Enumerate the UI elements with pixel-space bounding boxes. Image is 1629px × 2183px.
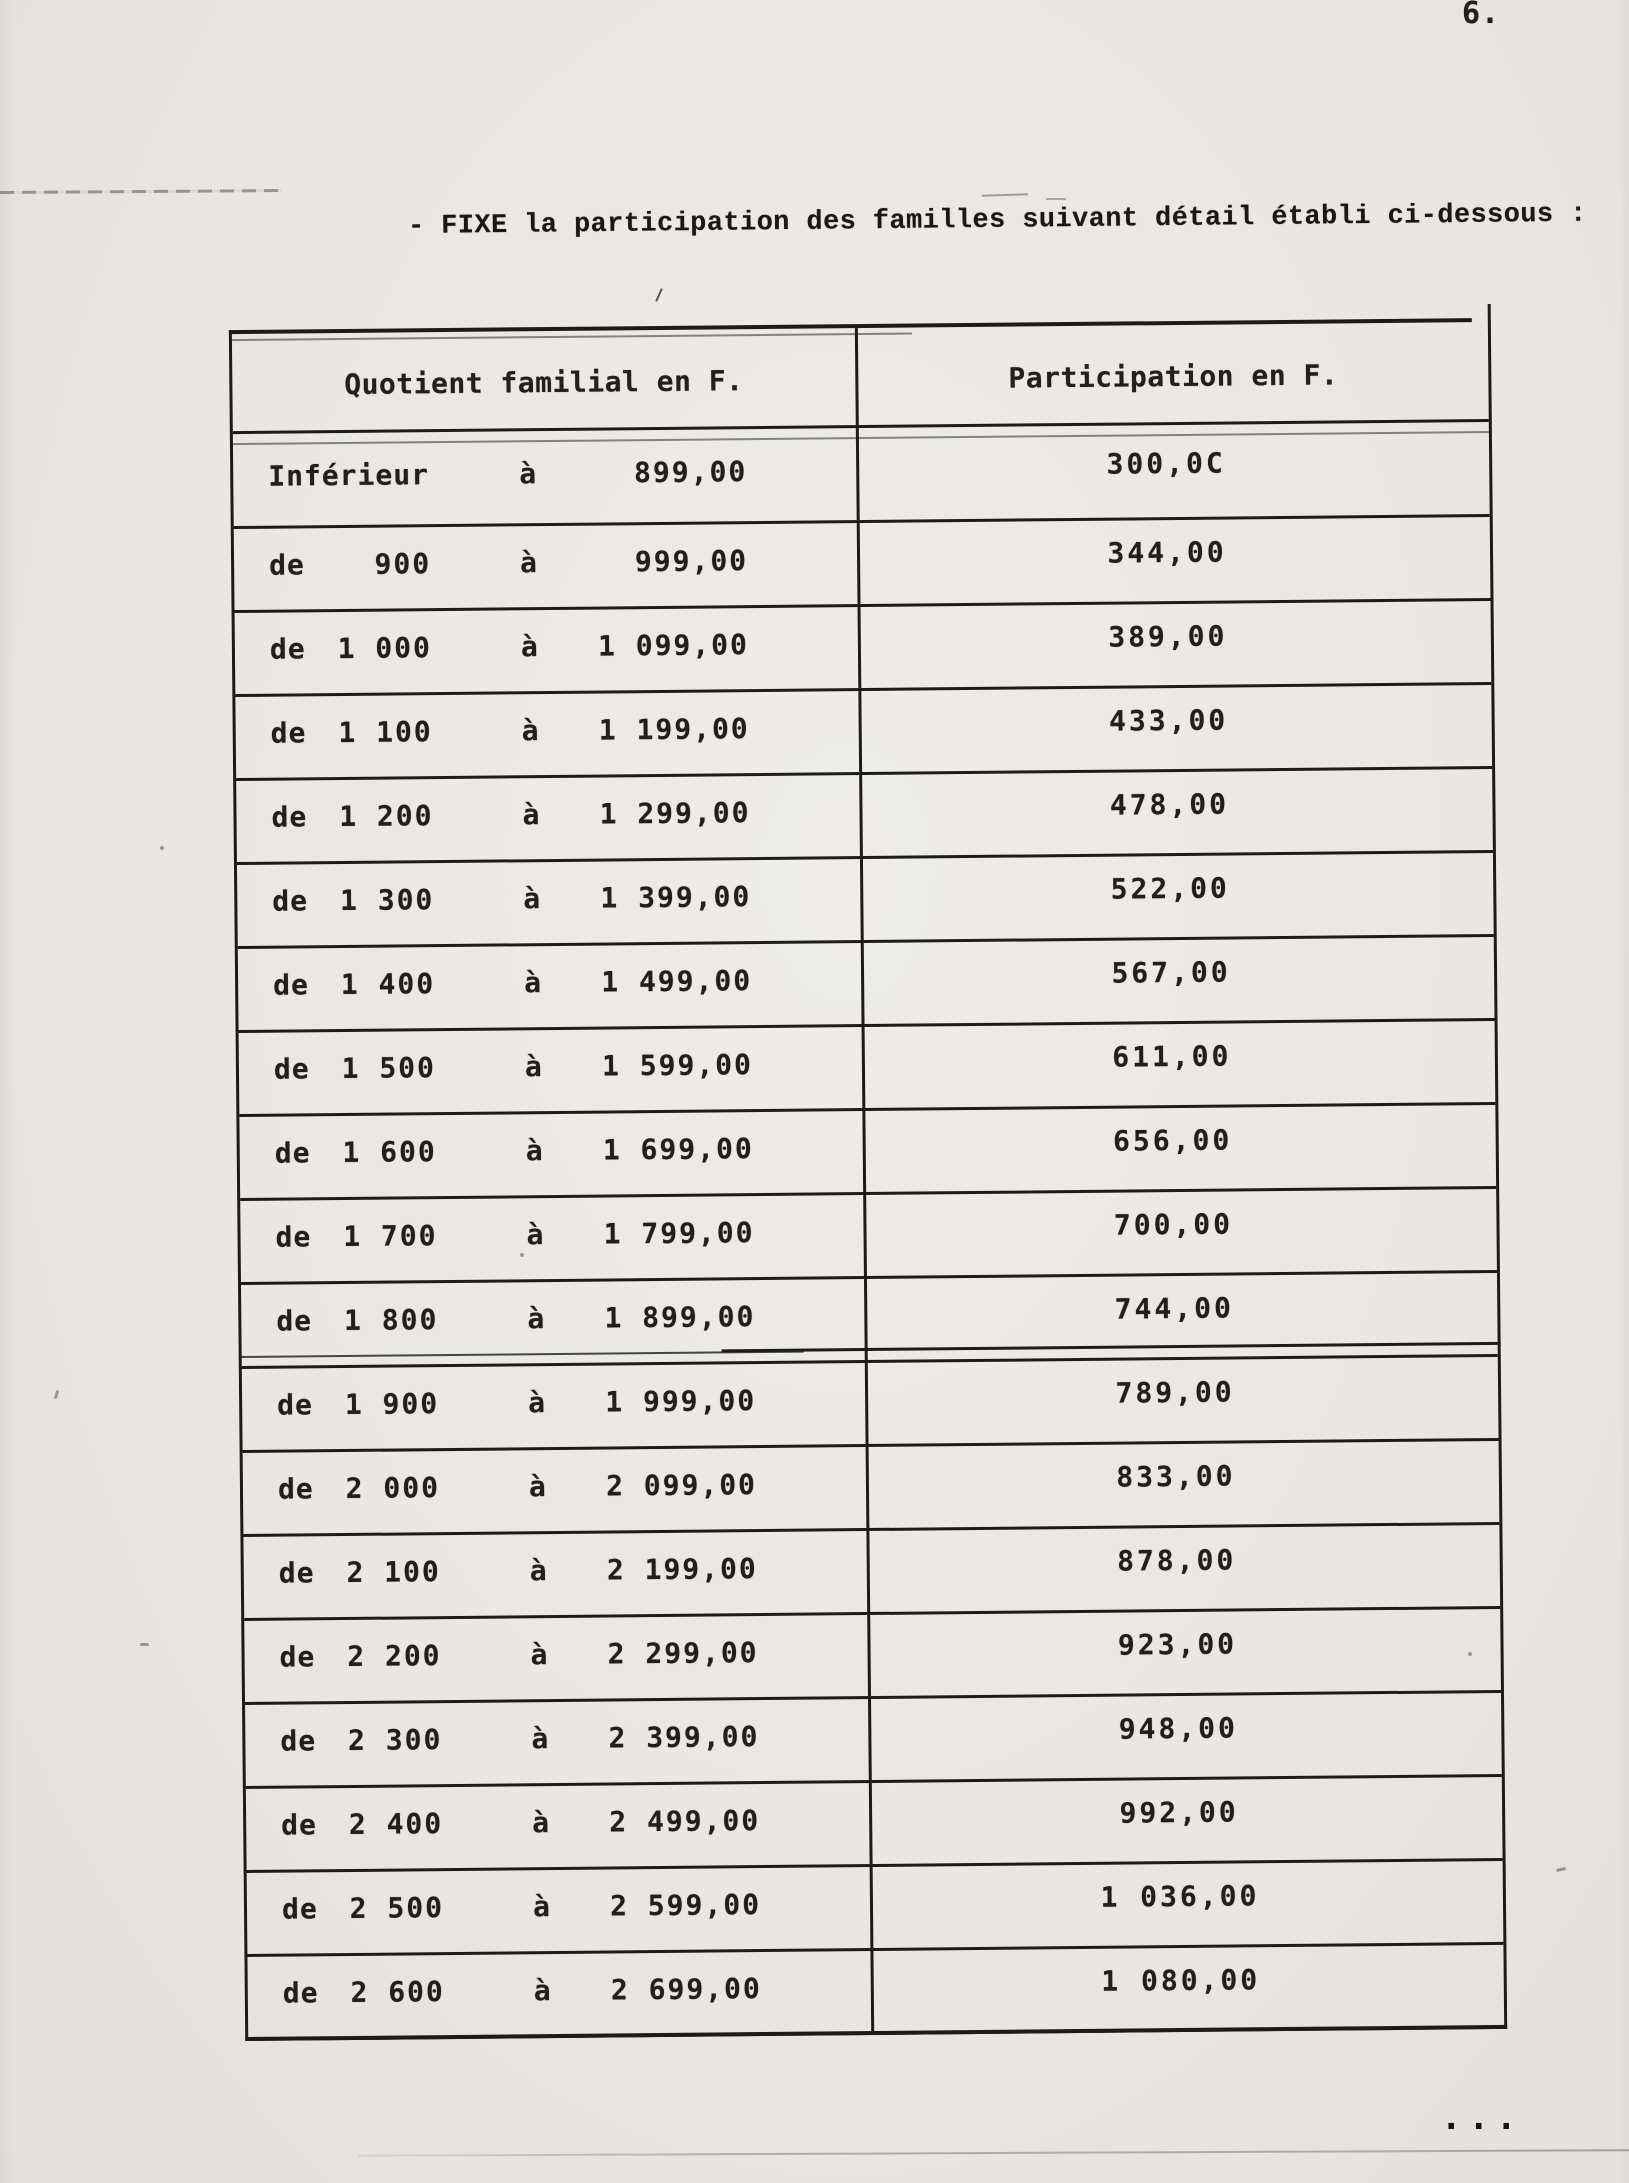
table-row	[236, 769, 1493, 865]
row-participation: 1 036,00	[1100, 1879, 1260, 1914]
row-a-label: à	[529, 1554, 547, 1588]
participation-table	[229, 312, 1507, 2041]
row-a-label: à	[530, 1638, 548, 1672]
quotient-cell	[234, 523, 861, 610]
participation-cell	[873, 1945, 1504, 2032]
column-header-participation: Participation en F.	[1008, 358, 1339, 395]
table-body	[233, 422, 1504, 2041]
participation-cell	[864, 937, 1495, 1024]
table-row	[242, 1357, 1499, 1453]
row-prefix: de	[281, 1892, 318, 1926]
row-prefix: de	[277, 1388, 314, 1422]
participation-cell	[866, 1189, 1497, 1276]
row-to: 2 699,00	[610, 1972, 762, 2007]
row-participation: 433,00	[1108, 703, 1229, 738]
row-a-label: à	[527, 1302, 545, 1336]
table-row	[234, 517, 1491, 613]
row-participation: 656,00	[1112, 1123, 1233, 1158]
row-participation: 478,00	[1109, 787, 1230, 822]
participation-cell	[865, 1021, 1496, 1108]
row-prefix: de	[269, 632, 306, 666]
row-to: 1 599,00	[601, 1048, 754, 1083]
row-participation: 700,00	[1113, 1207, 1234, 1242]
row-a-label: à	[525, 1134, 543, 1168]
row-to: 1 399,00	[600, 880, 752, 915]
scan-artifact-dash	[982, 193, 1028, 197]
row-from: 1 100	[338, 715, 433, 750]
row-prefix: de	[272, 884, 309, 918]
row-to: 1 699,00	[602, 1132, 754, 1167]
row-participation: 389,00	[1108, 619, 1228, 654]
row-participation: 611,00	[1112, 1039, 1232, 1074]
quotient-cell	[236, 775, 863, 862]
row-to: 999,00	[634, 544, 749, 579]
row-to: 1 999,00	[605, 1384, 757, 1419]
row-prefix: de	[272, 968, 310, 1002]
table-row	[243, 1441, 1500, 1537]
quotient-cell	[243, 1447, 870, 1534]
row-participation: 948,00	[1118, 1711, 1239, 1746]
row-a-label: à	[531, 1722, 549, 1756]
row-from: 2 400	[348, 1807, 444, 1842]
row-participation: 344,00	[1107, 535, 1227, 570]
quotient-cell	[247, 1951, 874, 2038]
row-from: 1 200	[339, 799, 434, 834]
table-row	[240, 1189, 1497, 1285]
row-from: 1 300	[339, 883, 435, 918]
quotient-cell	[243, 1531, 870, 1618]
scan-artifact-dash	[1046, 198, 1066, 200]
row-to: 2 099,00	[605, 1468, 758, 1503]
page-number: 6.	[1462, 0, 1501, 31]
participation-cell	[871, 1693, 1502, 1780]
quotient-cell	[240, 1195, 867, 1282]
row-to: 1 199,00	[598, 712, 750, 747]
row-a-label: à	[532, 1890, 551, 1924]
table-row	[233, 422, 1490, 529]
participation-cell	[870, 1609, 1501, 1696]
table-row	[243, 1525, 1500, 1621]
participation-cell	[872, 1777, 1503, 1864]
row-prefix: de	[281, 1808, 318, 1842]
row-participation: 789,00	[1115, 1375, 1235, 1410]
row-prefix: de	[268, 548, 305, 582]
row-to: 1 099,00	[597, 628, 750, 663]
row-a-label: à	[520, 630, 538, 664]
table-row	[235, 601, 1492, 697]
scan-artifact-scratch	[0, 189, 282, 194]
row-to: 2 599,00	[609, 1888, 762, 1923]
quotient-cell	[239, 1027, 866, 1114]
row-a-label: à	[519, 546, 538, 580]
row-participation: 992,00	[1119, 1795, 1239, 1830]
participation-cell	[859, 422, 1490, 520]
row-participation: 1 080,00	[1101, 1963, 1261, 1998]
row-from: 2 000	[345, 1471, 441, 1506]
row-from: 1 900	[344, 1387, 440, 1422]
row-to: 899,00	[633, 455, 748, 490]
row-participation: 744,00	[1114, 1291, 1235, 1326]
row-prefix: de	[282, 1976, 319, 2010]
row-participation: 567,00	[1111, 955, 1231, 990]
scan-speck	[54, 1390, 60, 1399]
row-prefix: de	[277, 1472, 314, 1506]
row-participation: 833,00	[1116, 1459, 1236, 1494]
row-participation: 522,00	[1110, 871, 1230, 906]
row-prefix: de	[278, 1556, 315, 1590]
row-prefix: de	[279, 1640, 316, 1674]
quotient-cell	[239, 1111, 866, 1198]
table-row	[239, 1021, 1496, 1117]
row-participation: 923,00	[1117, 1627, 1238, 1662]
participation-cell	[873, 1861, 1504, 1948]
row-a-label: à	[519, 457, 537, 491]
scan-speck	[140, 1643, 149, 1646]
row-a-label: à	[527, 1386, 546, 1420]
quotient-cell	[244, 1615, 871, 1702]
row-prefix: de	[271, 800, 308, 834]
row-prefix: de	[270, 716, 307, 750]
row-to: 1 899,00	[604, 1300, 756, 1335]
participation-cell	[869, 1441, 1500, 1528]
table-content	[232, 322, 1504, 2041]
row-to: 2 199,00	[606, 1552, 758, 1587]
row-prefix: de	[273, 1052, 310, 1086]
continuation-dots: ...	[1441, 2098, 1524, 2138]
scan-speck	[160, 846, 164, 850]
row-a-label: à	[532, 1806, 550, 1840]
row-to: 1 799,00	[603, 1216, 755, 1251]
row-to: 2 499,00	[609, 1804, 761, 1839]
row-to: 1 299,00	[599, 796, 751, 831]
participation-cell	[862, 769, 1493, 856]
table-row	[235, 685, 1492, 781]
row-from: 1 600	[342, 1135, 437, 1170]
row-prefix: Inférieur	[268, 458, 430, 493]
quotient-cell	[238, 943, 865, 1030]
row-from: 1 000	[337, 631, 433, 666]
row-to: 1 499,00	[601, 964, 753, 999]
quotient-cell	[235, 607, 862, 694]
row-from: 2 600	[350, 1975, 445, 2010]
row-a-label: à	[528, 1470, 546, 1504]
table-row	[247, 1861, 1504, 1957]
table-row	[239, 1105, 1496, 1201]
row-prefix: de	[280, 1724, 317, 1758]
row-from: 1 500	[341, 1051, 437, 1086]
row-from: 1 700	[343, 1219, 438, 1254]
document-heading: - FIXE la participation des familles suivant détail établi ci-dessous :	[407, 199, 1587, 242]
row-a-label: à	[526, 1218, 544, 1252]
column-header-quotient: Quotient familial en F.	[232, 328, 859, 431]
row-a-label: à	[521, 714, 539, 748]
row-from: 2 300	[347, 1723, 443, 1758]
participation-cell	[860, 517, 1491, 604]
row-from: 2 100	[346, 1555, 441, 1590]
row-to: 2 399,00	[608, 1720, 760, 1755]
quotient-cell	[235, 691, 862, 778]
participation-cell	[861, 601, 1492, 688]
quotient-cell	[242, 1363, 869, 1450]
table-header-row	[232, 322, 1489, 434]
table-row	[238, 937, 1495, 1033]
participation-cell	[869, 1525, 1500, 1612]
quotient-cell	[246, 1783, 873, 1870]
row-a-label: à	[524, 1050, 542, 1084]
row-prefix: de	[275, 1220, 312, 1254]
row-to: 2 299,00	[607, 1636, 759, 1671]
row-prefix: de	[274, 1136, 311, 1170]
participation-cell	[861, 685, 1492, 772]
row-from: 1 800	[343, 1303, 439, 1338]
quotient-cell	[237, 859, 864, 946]
row-participation: 878,00	[1116, 1543, 1237, 1578]
quotient-cell	[247, 1867, 874, 1954]
row-from: 900	[374, 547, 432, 581]
table-row	[246, 1777, 1503, 1873]
participation-cell	[868, 1357, 1499, 1444]
row-from: 1 400	[340, 967, 436, 1002]
participation-cell	[863, 853, 1494, 940]
table-row	[244, 1609, 1501, 1705]
scan-artifact-bottom-line	[358, 2149, 1629, 2157]
row-participation: 300,0C	[1106, 446, 1226, 481]
quotient-cell	[245, 1699, 872, 1786]
row-a-label: à	[522, 798, 540, 832]
scan-speck	[1556, 1867, 1566, 1872]
row-a-label: à	[533, 1974, 551, 2008]
participation-cell	[865, 1105, 1496, 1192]
row-prefix: de	[276, 1304, 313, 1338]
row-a-label: à	[523, 966, 542, 1000]
scan-artifact-tick	[655, 288, 663, 302]
row-from: 2 200	[347, 1639, 442, 1674]
table-row	[237, 853, 1494, 949]
quotient-cell	[233, 428, 860, 526]
row-from: 2 500	[349, 1891, 445, 1926]
table-row	[245, 1693, 1502, 1789]
row-a-label: à	[523, 882, 541, 916]
